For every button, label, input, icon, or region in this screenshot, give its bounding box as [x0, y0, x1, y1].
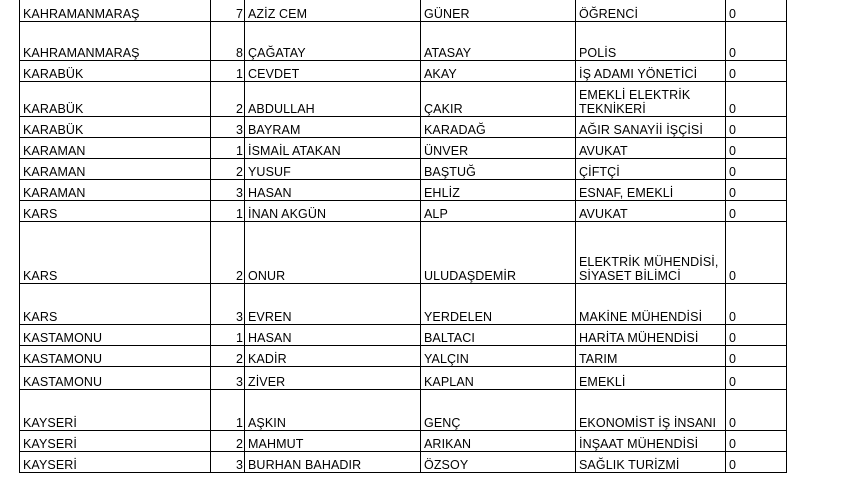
profession-cell[interactable]: AĞIR SANAYİİ İŞÇİSİ	[576, 117, 726, 138]
value-cell[interactable]: 0	[726, 346, 787, 367]
first-name-cell[interactable]: BAYRAM	[245, 117, 421, 138]
profession-cell[interactable]: AVUKAT	[576, 138, 726, 159]
rank-cell[interactable]: 7	[211, 0, 245, 22]
table-row	[20, 82, 787, 117]
table-row	[20, 22, 787, 61]
rank-cell[interactable]: 3	[211, 284, 245, 325]
value-cell[interactable]: 0	[726, 201, 787, 222]
surname-cell[interactable]: BALTACI	[421, 325, 576, 346]
rank-cell[interactable]: 1	[211, 201, 245, 222]
first-name-cell[interactable]: İSMAİL ATAKAN	[245, 138, 421, 159]
profession-cell[interactable]: HARİTA MÜHENDİSİ	[576, 325, 726, 346]
province-cell[interactable]: KAHRAMANMARAŞ	[20, 22, 211, 61]
rank-cell[interactable]: 3	[211, 367, 245, 390]
profession-cell[interactable]: ELEKTRİK MÜHENDİSİ, SİYASET BİLİMCİ	[576, 222, 726, 284]
rank-cell[interactable]: 1	[211, 390, 245, 431]
profession-cell[interactable]: İNŞAAT MÜHENDİSİ	[576, 431, 726, 452]
profession-cell[interactable]: EMEKLİ	[576, 367, 726, 390]
province-cell[interactable]: KAYSERİ	[20, 390, 211, 431]
surname-cell[interactable]: YALÇIN	[421, 346, 576, 367]
value-cell[interactable]: 0	[726, 61, 787, 82]
first-name-cell[interactable]: ZİVER	[245, 367, 421, 390]
candidate-table	[19, 0, 787, 473]
table-row	[20, 117, 787, 138]
first-name-cell[interactable]: ABDULLAH	[245, 82, 421, 117]
rank-cell[interactable]: 1	[211, 325, 245, 346]
table-row	[20, 325, 787, 346]
rank-cell[interactable]: 1	[211, 61, 245, 82]
value-cell[interactable]: 0	[726, 367, 787, 390]
profession-cell[interactable]: ESNAF, EMEKLİ	[576, 180, 726, 201]
value-cell[interactable]: 0	[726, 222, 787, 284]
rank-cell[interactable]: 3	[211, 180, 245, 201]
province-cell[interactable]: KASTAMONU	[20, 367, 211, 390]
profession-cell[interactable]: AVUKAT	[576, 201, 726, 222]
value-cell[interactable]: 0	[726, 117, 787, 138]
first-name-cell[interactable]: ÇAĞATAY	[245, 22, 421, 61]
first-name-cell[interactable]: HASAN	[245, 180, 421, 201]
first-name-cell[interactable]: MAHMUT	[245, 431, 421, 452]
table-row	[20, 0, 787, 22]
surname-cell[interactable]: ÜNVER	[421, 138, 576, 159]
profession-cell[interactable]: ÇİFTÇİ	[576, 159, 726, 180]
value-cell[interactable]: 0	[726, 159, 787, 180]
surname-cell[interactable]: BAŞTUĞ	[421, 159, 576, 180]
province-cell[interactable]: KARAMAN	[20, 180, 211, 201]
province-cell[interactable]: KARS	[20, 222, 211, 284]
table-row	[20, 138, 787, 159]
first-name-cell[interactable]: ONUR	[245, 222, 421, 284]
rank-cell[interactable]: 2	[211, 159, 245, 180]
province-cell[interactable]: KARS	[20, 201, 211, 222]
province-cell[interactable]: KARABÜK	[20, 117, 211, 138]
table-row	[20, 346, 787, 367]
table-row	[20, 61, 787, 82]
profession-cell[interactable]: EKONOMİST İŞ İNSANI	[576, 390, 726, 431]
first-name-cell[interactable]: CEVDET	[245, 61, 421, 82]
province-cell[interactable]: KARABÜK	[20, 61, 211, 82]
profession-cell[interactable]: ÖĞRENCİ	[576, 0, 726, 22]
rank-cell[interactable]: 3	[211, 452, 245, 473]
surname-cell[interactable]: YERDELEN	[421, 284, 576, 325]
value-cell[interactable]: 0	[726, 138, 787, 159]
profession-cell[interactable]: POLİS	[576, 22, 726, 61]
first-name-cell[interactable]: BURHAN BAHADIR	[245, 452, 421, 473]
table-row	[20, 222, 787, 284]
rank-cell[interactable]: 2	[211, 346, 245, 367]
value-cell[interactable]: 0	[726, 22, 787, 61]
first-name-cell[interactable]: EVREN	[245, 284, 421, 325]
first-name-cell[interactable]: AZİZ CEM	[245, 0, 421, 22]
first-name-cell[interactable]: AŞKIN	[245, 390, 421, 431]
surname-cell[interactable]: AKAY	[421, 61, 576, 82]
province-cell[interactable]: KARAMAN	[20, 159, 211, 180]
profession-cell[interactable]: İŞ ADAMI YÖNETİCİ	[576, 61, 726, 82]
table-row	[20, 452, 787, 473]
rank-cell[interactable]: 2	[211, 82, 245, 117]
value-cell[interactable]: 0	[726, 82, 787, 117]
province-cell[interactable]: KARABÜK	[20, 82, 211, 117]
profession-cell[interactable]: TARIM	[576, 346, 726, 367]
rank-cell[interactable]: 2	[211, 431, 245, 452]
rank-cell[interactable]: 8	[211, 22, 245, 61]
surname-cell[interactable]: EHLİZ	[421, 180, 576, 201]
surname-cell[interactable]: ÖZSOY	[421, 452, 576, 473]
value-cell[interactable]: 0	[726, 431, 787, 452]
surname-cell[interactable]: ULUDAŞDEMİR	[421, 222, 576, 284]
value-cell[interactable]: 0	[726, 0, 787, 22]
profession-cell[interactable]: SAĞLIK TURİZMİ	[576, 452, 726, 473]
surname-cell[interactable]: KARADAĞ	[421, 117, 576, 138]
rank-cell[interactable]: 3	[211, 117, 245, 138]
surname-cell[interactable]: GÜNER	[421, 0, 576, 22]
surname-cell[interactable]: ALP	[421, 201, 576, 222]
surname-cell[interactable]: ATASAY	[421, 22, 576, 61]
profession-cell[interactable]: MAKİNE MÜHENDİSİ	[576, 284, 726, 325]
surname-cell[interactable]: KAPLAN	[421, 367, 576, 390]
table-row	[20, 367, 787, 390]
profession-cell[interactable]: EMEKLİ ELEKTRİK TEKNİKERİ	[576, 82, 726, 117]
surname-cell[interactable]: ÇAKIR	[421, 82, 576, 117]
rank-cell[interactable]: 2	[211, 222, 245, 284]
first-name-cell[interactable]: YUSUF	[245, 159, 421, 180]
table-row	[20, 390, 787, 431]
province-cell[interactable]: KAYSERİ	[20, 452, 211, 473]
table-row	[20, 284, 787, 325]
first-name-cell[interactable]: HASAN	[245, 325, 421, 346]
province-cell[interactable]: KASTAMONU	[20, 346, 211, 367]
table-row	[20, 180, 787, 201]
province-cell[interactable]: KASTAMONU	[20, 325, 211, 346]
province-cell[interactable]: KARAMAN	[20, 138, 211, 159]
first-name-cell[interactable]: İNAN AKGÜN	[245, 201, 421, 222]
value-cell[interactable]: 0	[726, 325, 787, 346]
province-cell[interactable]: KAHRAMANMARAŞ	[20, 0, 211, 22]
value-cell[interactable]: 0	[726, 180, 787, 201]
surname-cell[interactable]: ARIKAN	[421, 431, 576, 452]
value-cell[interactable]: 0	[726, 284, 787, 325]
first-name-cell[interactable]: KADİR	[245, 346, 421, 367]
table-row	[20, 431, 787, 452]
province-cell[interactable]: KAYSERİ	[20, 431, 211, 452]
province-cell[interactable]: KARS	[20, 284, 211, 325]
surname-cell[interactable]: GENÇ	[421, 390, 576, 431]
table-row	[20, 159, 787, 180]
value-cell[interactable]: 0	[726, 390, 787, 431]
table-row	[20, 201, 787, 222]
value-cell[interactable]: 0	[726, 452, 787, 473]
rank-cell[interactable]: 1	[211, 138, 245, 159]
